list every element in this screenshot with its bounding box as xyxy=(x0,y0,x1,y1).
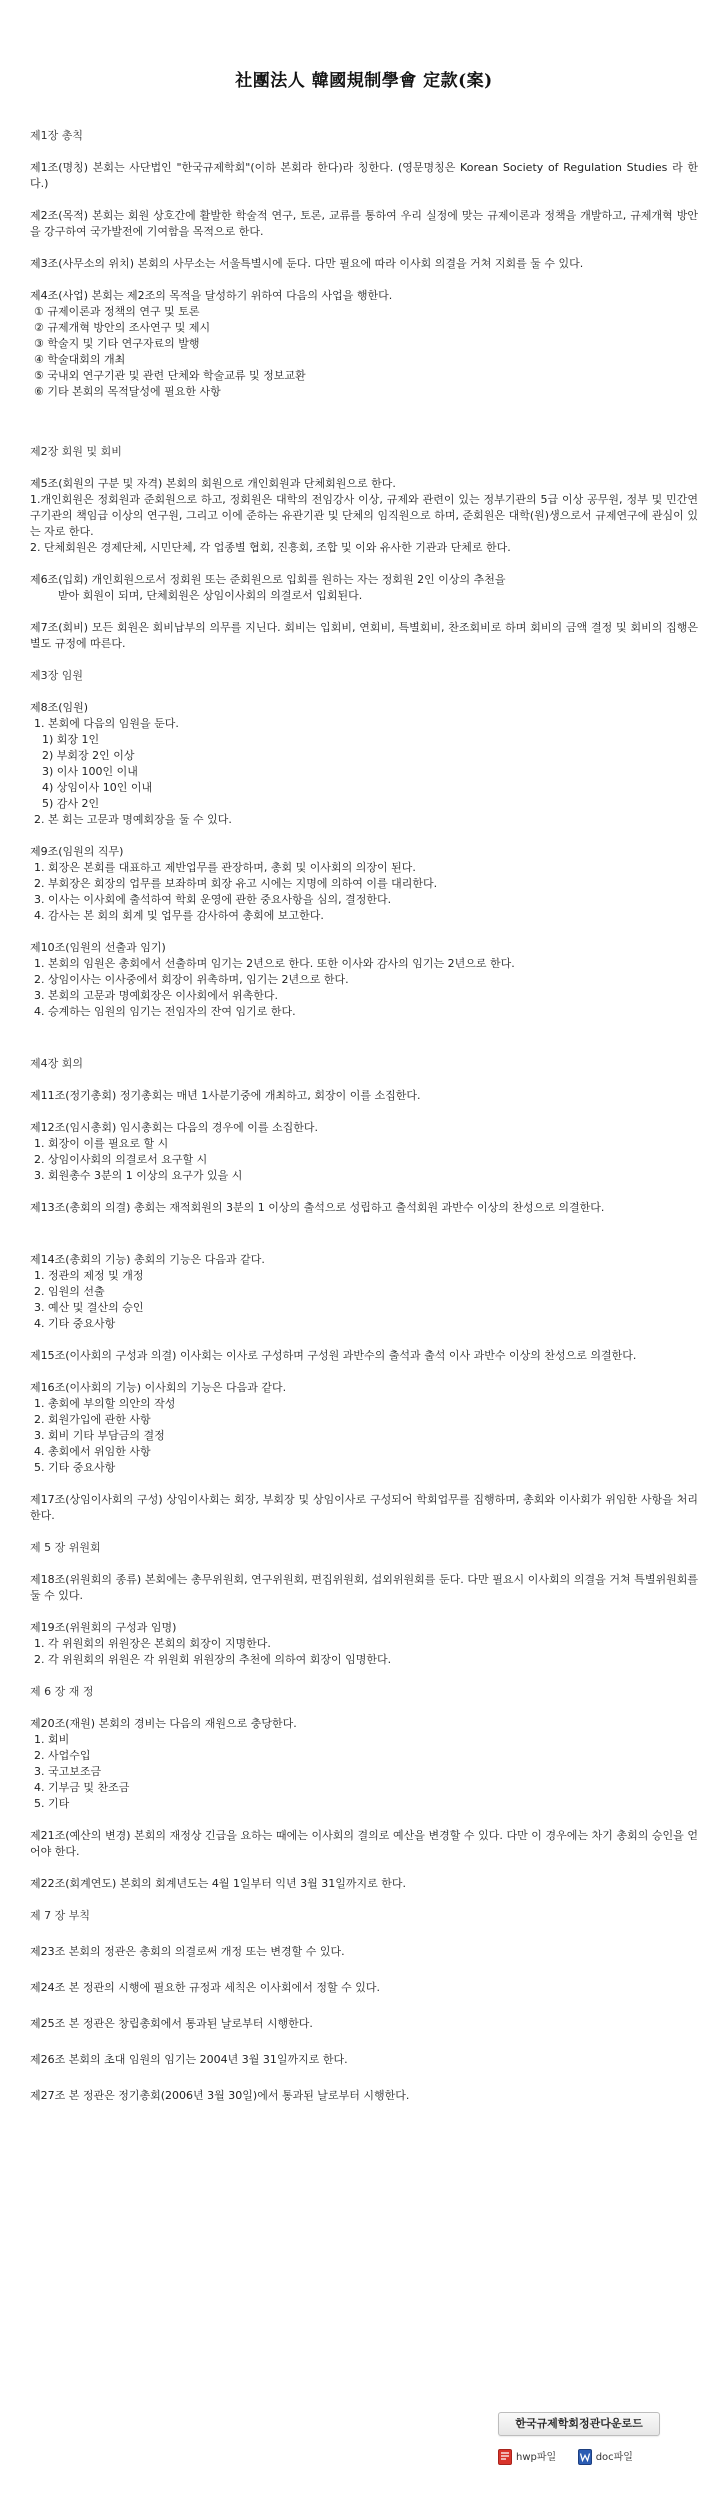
article-4-item: ③ 학술지 및 기타 연구자료의 발행 xyxy=(34,337,200,350)
article-19-item: 2. 각 위원회의 위원은 각 위원회 위원장의 추천에 의하여 회장이 임명한다. xyxy=(34,1653,392,1666)
article-14-item: 4. 기타 중요사항 xyxy=(34,1317,116,1330)
article-27: 제27조 본 정관은 정기총회(2006년 3월 30일)에서 통과된 날로부터 시행한다. xyxy=(30,2089,410,2102)
article-19: 제19조(위원회의 구성과 임명) xyxy=(30,1621,177,1634)
document-page xyxy=(30,0,698,2104)
download-links xyxy=(498,2448,668,2468)
article-10-item: 1. 본회의 임원은 총회에서 선출하며 임기는 2년으로 한다. 또한 이사와 감사의 임기는 2년으로 한다. xyxy=(34,957,515,970)
article-16: 제16조(이사회의 기능) 이사회의 기능은 다음과 같다. xyxy=(30,1381,287,1394)
article-10-item: 4. 승계하는 임원의 임기는 전임자의 잔여 임기로 한다. xyxy=(34,1005,296,1018)
doc-download-label: doc파일 xyxy=(595,2452,633,2463)
chapter-6 xyxy=(30,1684,698,1892)
article-14-item: 3. 예산 및 결산의 승인 xyxy=(34,1301,144,1314)
article-10-item: 3. 본회의 고문과 명예회장은 이사회에서 위촉한다. xyxy=(34,989,278,1002)
article-8-subitem: 5) 감사 2인 xyxy=(42,797,100,810)
article-14-item: 1. 정관의 제정 및 개정 xyxy=(34,1269,144,1282)
article-8: 제8조(임원) xyxy=(30,701,89,714)
article-2: 제2조(목적) 본회는 회원 상호간에 활발한 학술적 연구, 토론, 교류를 통하여 우리 실정에 맞는 규제이론과 정책을 개발하고, 규제개혁 방안을 강구하여 국가발전에 기여함을 목적으로 한다. xyxy=(30,209,698,238)
chapter-1-heading: 제1장 총칙 xyxy=(30,129,83,142)
article-6-cont: 받아 회원이 되며, 단체회원은 상임이사회의 의결로서 입회된다. xyxy=(58,589,363,602)
hwp-file-icon xyxy=(498,2449,512,2465)
article-5: 제5조(회원의 구분 및 자격) 본회의 회원으로 개인회원과 단체회원으로 한다. xyxy=(30,477,396,490)
article-10: 제10조(임원의 선출과 임기) xyxy=(30,941,166,954)
download-panel xyxy=(498,2412,668,2468)
hwp-download-link[interactable] xyxy=(498,2448,556,2465)
article-8-subitem: 2) 부회장 2인 이상 xyxy=(42,749,135,762)
article-4: 제4조(사업) 본회는 제2조의 목적을 달성하기 위하여 다음의 사업을 행한다. xyxy=(30,289,393,302)
article-4-item: ④ 학술대회의 개최 xyxy=(34,353,126,366)
article-20-item: 4. 기부금 및 찬조금 xyxy=(34,1781,130,1794)
chapter-5 xyxy=(30,1540,698,1668)
article-20-item: 5. 기타 xyxy=(34,1797,70,1810)
article-20-item: 3. 국고보조금 xyxy=(34,1765,102,1778)
chapter-6-heading: 제 6 장 재 정 xyxy=(30,1685,94,1698)
article-9-item: 4. 감사는 본 회의 회계 및 업무를 감사하여 총회에 보고한다. xyxy=(34,909,324,922)
chapter-5-heading: 제 5 장 위원회 xyxy=(30,1541,101,1554)
article-12-item: 2. 상임이사회의 의결로서 요구할 시 xyxy=(34,1153,208,1166)
document-title: 社團法人 韓國規制學會 定款(案) xyxy=(235,71,493,91)
article-16-item: 4. 총회에서 위임한 사항 xyxy=(34,1445,151,1458)
article-8-item: 1. 본회에 다음의 임원을 둔다. xyxy=(34,717,179,730)
article-16-item: 2. 회원가입에 관한 사항 xyxy=(34,1413,151,1426)
article-12-item: 1. 회장이 이를 필요로 할 시 xyxy=(34,1137,169,1150)
article-4-item: ① 규제이론과 정책의 연구 및 토론 xyxy=(34,305,200,318)
article-14-item: 2. 임원의 선출 xyxy=(34,1285,105,1298)
article-14: 제14조(총회의 기능) 총회의 기능은 다음과 같다. xyxy=(30,1253,265,1266)
article-12-item: 3. 회원총수 3분의 1 이상의 요구가 있을 시 xyxy=(34,1169,243,1182)
article-16-item: 3. 회비 기타 부담금의 결정 xyxy=(34,1429,165,1442)
article-20-item: 2. 사업수입 xyxy=(34,1749,91,1762)
article-8-subitem: 3) 이사 100인 이내 xyxy=(42,765,138,778)
article-18: 제18조(위원회의 종류) 본회에는 총무위원회, 연구위원회, 편집위원회, 섭외위원회를 둔다. 다만 필요시 이사회의 의결을 거쳐 특별위원회를 둘 수 있다. xyxy=(30,1573,698,1602)
chapter-7-heading: 제 7 장 부칙 xyxy=(30,1909,90,1922)
article-6: 제6조(입회) 개인회원으로서 정회원 또는 준회원으로 입회를 원하는 자는 정회원 2인 이상의 추천을 xyxy=(30,573,506,586)
article-25: 제25조 본 정관은 창립총회에서 통과된 날로부터 시행한다. xyxy=(30,2017,313,2030)
article-16-item: 5. 기타 중요사항 xyxy=(34,1461,116,1474)
article-5-item-2: 2. 단체회원은 경제단체, 시민단체, 각 업종별 협회, 진흥회, 조합 및 이와 유사한 기관과 단체로 한다. xyxy=(30,541,511,554)
article-13: 제13조(총회의 의결) 총회는 재적회원의 3분의 1 이상의 출석으로 성립하고 출석회원 과반수 이상의 찬성으로 의결한다. xyxy=(30,1201,605,1214)
chapter-1 xyxy=(30,128,698,400)
chapter-4 xyxy=(30,1056,698,1524)
chapter-4-heading: 제4장 회의 xyxy=(30,1057,83,1070)
article-3: 제3조(사무소의 위치) 본회의 사무소는 서울특별시에 둔다. 다만 필요에 따라 이사회 의결을 거쳐 지회를 둘 수 있다. xyxy=(30,257,584,270)
article-9: 제9조(임원의 직무) xyxy=(30,845,124,858)
article-22: 제22조(회계연도) 본회의 회계년도는 4월 1일부터 익년 3월 31일까지로 한다. xyxy=(30,1877,406,1890)
article-15: 제15조(이사회의 구성과 의결) 이사회는 이사로 구성하며 구성원 과반수의 출석과 출석 이사 과반수 이상의 찬성으로 의결한다. xyxy=(30,1349,637,1362)
article-5-item-1: 1.개인회원은 정회원과 준회원으로 하고, 정회원은 대학의 전임강사 이상, 규제와 관련이 있는 정부기관의 5급 이상 공무원, 정부 및 민간연구기관의 책임급 이상의 연구원, 그리고 이에 준하는 유관기관 및 단체의 임직원으로 하며, 준회원은 대학(원)생으로서 규제연구에 관심이 있는 자로 한다. xyxy=(30,493,698,538)
article-8-item: 2. 본 회는 고문과 명예회장을 둘 수 있다. xyxy=(34,813,232,826)
article-9-item: 3. 이사는 이사회에 출석하여 학회 운영에 관한 중요사항을 심의, 결정한다. xyxy=(34,893,392,906)
hwp-download-label: hwp파일 xyxy=(516,2452,557,2463)
article-10-item: 2. 상임이사는 이사중에서 회장이 위촉하며, 임기는 2년으로 한다. xyxy=(34,973,349,986)
article-23: 제23조 본회의 정관은 총회의 의결로써 개정 또는 변경할 수 있다. xyxy=(30,1945,345,1958)
chapter-2-heading: 제2장 회원 및 회비 xyxy=(30,445,122,458)
article-4-item: ⑥ 기타 본회의 목적달성에 필요한 사항 xyxy=(34,385,221,398)
article-7: 제7조(회비) 모든 회원은 회비납부의 의무를 지닌다. 회비는 입회비, 연회비, 특별회비, 찬조회비로 하며 회비의 금액 결정 및 회비의 집행은 별도 규정에 따른다. xyxy=(30,621,698,650)
article-24: 제24조 본 정관의 시행에 필요한 규정과 세칙은 이사회에서 정할 수 있다. xyxy=(30,1981,380,1994)
doc-file-icon xyxy=(578,2449,592,2465)
article-8-subitem: 1) 회장 1인 xyxy=(42,733,100,746)
chapter-3 xyxy=(30,668,698,1020)
article-4-item: ② 규제개혁 방안의 조사연구 및 제시 xyxy=(34,321,211,334)
article-19-item: 1. 각 위원회의 위원장은 본회의 회장이 지명한다. xyxy=(34,1637,271,1650)
article-4-item: ⑤ 국내외 연구기관 및 관련 단체와 학술교류 및 정보교환 xyxy=(34,369,306,382)
article-1: 제1조(명칭) 본회는 사단법인 "한국규제학회"(이하 본회라 한다)라 칭한다. (영문명칭은 Korean Society of Regulation Studies 라 한다.) xyxy=(30,161,698,190)
chapter-2 xyxy=(30,444,698,652)
article-21: 제21조(예산의 변경) 본회의 재정상 긴급을 요하는 때에는 이사회의 결의로 예산을 변경할 수 있다. 다만 이 경우에는 차기 총회의 승인을 얻어야 한다. xyxy=(30,1829,698,1858)
article-17: 제17조(상임이사회의 구성) 상임이사회는 회장, 부회장 및 상임이사로 구성되어 학회업무를 집행하며, 총회와 이사회가 위임한 사항을 처리한다. xyxy=(30,1493,698,1522)
chapter-3-heading: 제3장 임원 xyxy=(30,669,83,682)
article-20: 제20조(재원) 본회의 경비는 다음의 재원으로 충당한다. xyxy=(30,1717,297,1730)
download-title-button[interactable]: 한국규제학회정관다운로드 xyxy=(498,2412,660,2436)
article-12: 제12조(임시총회) 임시총회는 다음의 경우에 이를 소집한다. xyxy=(30,1121,318,1134)
article-26: 제26조 본회의 초대 임원의 임기는 2004년 3월 31일까지로 한다. xyxy=(30,2053,348,2066)
article-20-item: 1. 회비 xyxy=(34,1733,70,1746)
doc-download-link[interactable] xyxy=(578,2448,633,2465)
article-9-item: 1. 회장은 본회를 대표하고 제반업무를 관장하며, 총회 및 이사회의 의장이 된다. xyxy=(34,861,416,874)
article-11: 제11조(정기총회) 정기총회는 매년 1사분기중에 개최하고, 회장이 이를 소집한다. xyxy=(30,1089,421,1102)
article-8-subitem: 4) 상임이사 10인 이내 xyxy=(42,781,153,794)
article-9-item: 2. 부회장은 회장의 업무를 보좌하며 회장 유고 시에는 지명에 의하여 이를 대리한다. xyxy=(34,877,438,890)
chapter-7 xyxy=(30,1908,698,2104)
article-16-item: 1. 총회에 부의할 의안의 작성 xyxy=(34,1397,176,1410)
